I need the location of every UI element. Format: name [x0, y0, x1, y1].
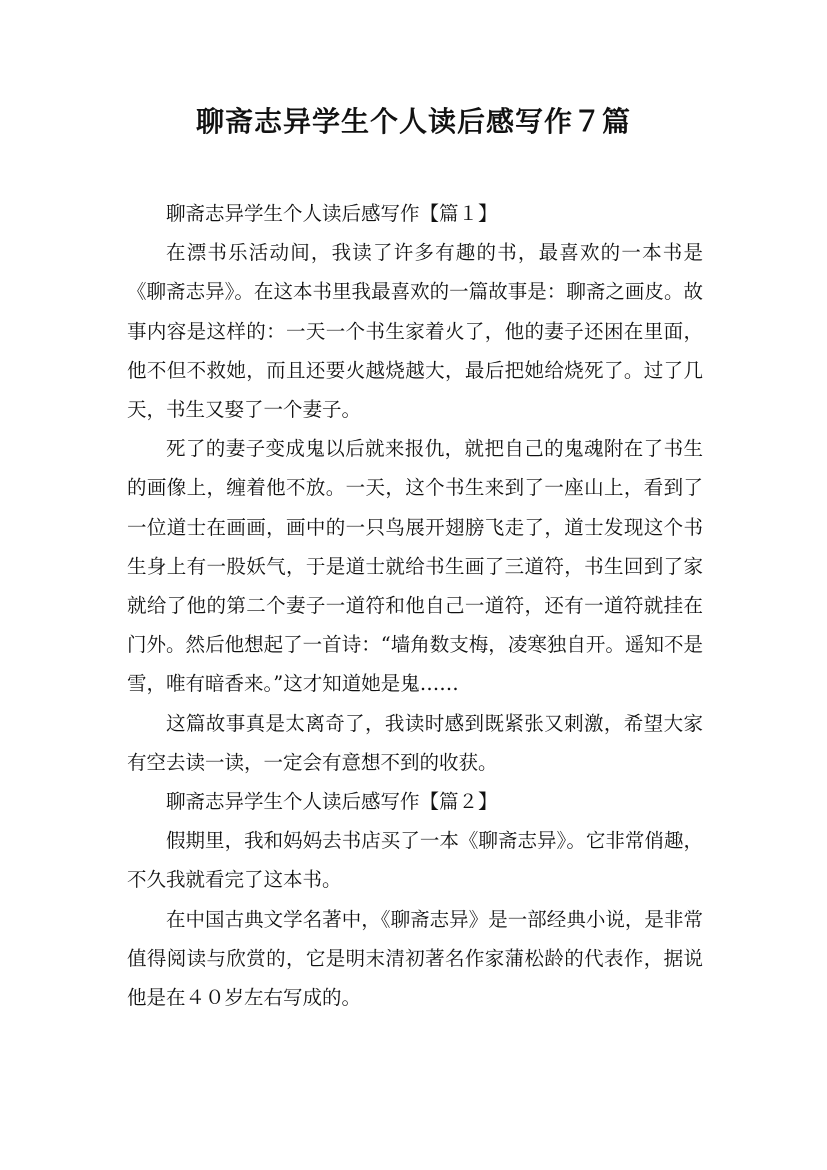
body-paragraph-2: 死了的妻子变成鬼以后就来报仇，就把自己的鬼魂附在了书生的画像上，缠着他不放。一天，这个书生来到了一座山上，看到了一位道士在画画，画中的一只鸟展开翅膀飞走了，道士发现这个书生身上有一股妖气，于是道士就给书生画了三道符，书生回到了家就给了他的第二个妻子一道符和他自己一道符，还有一道符就挂在门外。然后他想起了一首诗：“墙角数支梅，凌寒独自开。遥知不是雪，唯有暗香来。”这才知道她是鬼…… [127, 437, 703, 696]
body-paragraph-3: 这篇故事真是太离奇了，我读时感到既紧张又刺激，希望大家有空去读一读，一定会有意想不到的收获。 [127, 711, 703, 774]
document-title: 聊斋志异学生个人读后感写作７篇 [195, 105, 631, 138]
document-body [127, 194, 703, 1017]
body-paragraph-1: 在漂书乐活动间，我读了许多有趣的书，最喜欢的一本书是《聊斋志异》。在这本书里我最喜欢的一篇故事是：聊斋之画皮。故事内容是这样的：一天一个书生家着火了，他的妻子还困在里面，他不但不救她，而且还要火越烧越大，最后把她给烧死了。过了几天，书生又娶了一个妻子。 [127, 241, 703, 422]
body-paragraph-4: 假期里，我和妈妈去书店买了一本《聊斋志异》。它非常俏趣，不久我就看完了这本书。 [127, 829, 703, 892]
body-paragraph-5: 在中国古典文学名著中，《聊斋志异》是一部经典小说，是非常值得阅读与欣赏的，它是明末清初著名作家蒲松龄的代表作，据说他是在４０岁左右写成的。 [127, 907, 703, 1010]
section-heading-1: 聊斋志异学生个人读后感写作【篇１】 [166, 202, 498, 225]
section-heading-2: 聊斋志异学生个人读后感写作【篇２】 [166, 790, 498, 814]
